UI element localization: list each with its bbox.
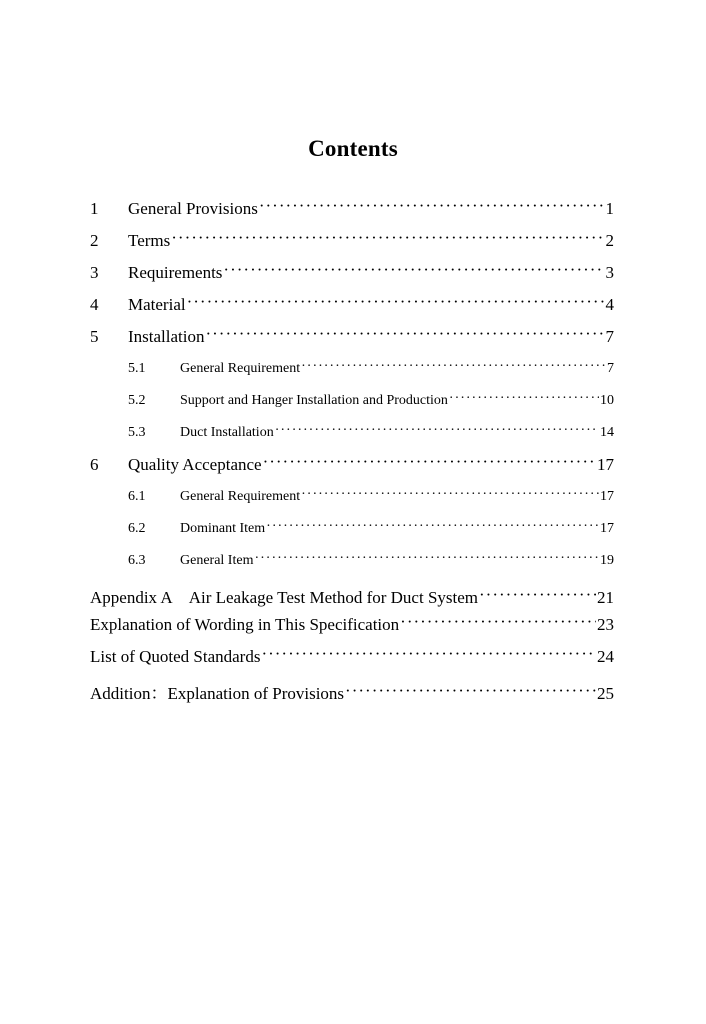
- toc-entry-page: 17: [600, 521, 614, 536]
- toc-appendix-entry[interactable]: [90, 615, 614, 635]
- toc-dot-leader: [301, 487, 599, 503]
- toc-dot-leader: [259, 196, 605, 216]
- toc-entry-page: 10: [600, 393, 614, 408]
- toc-entry-page: 1: [605, 199, 614, 218]
- toc-entry-label: Explanation of Wording in This Specification: [90, 615, 400, 634]
- toc-entry-page: 3: [605, 263, 614, 282]
- toc-entry-number: 2: [90, 231, 99, 250]
- toc-entry-page: 17: [597, 455, 614, 474]
- toc-dot-leader: [345, 681, 596, 701]
- toc-subentry[interactable]: [128, 521, 614, 537]
- toc-entry-number: 5: [90, 327, 99, 346]
- toc-entry-page: 24: [597, 647, 614, 666]
- toc-entry[interactable]: [90, 199, 614, 219]
- toc-entry-label: Support and Hanger Installation and Production: [180, 393, 448, 408]
- toc-entry-label: Duct Installation: [180, 425, 274, 440]
- toc-entry-number: 3: [90, 263, 99, 282]
- toc-entry[interactable]: [90, 295, 614, 315]
- toc-entry-label: General Requirement: [180, 489, 301, 504]
- toc-entry-label: General Requirement: [180, 361, 301, 376]
- toc-entry-page: 2: [605, 231, 614, 250]
- toc-entry-number: 6.1: [128, 489, 146, 504]
- toc-entry-number: 6.2: [128, 521, 146, 536]
- toc-entry-page: 23: [597, 615, 614, 634]
- toc-dot-leader: [400, 612, 596, 632]
- toc-appendix-entry[interactable]: [90, 647, 614, 667]
- toc-entry[interactable]: [90, 455, 614, 475]
- toc-entry-label: General Provisions: [128, 199, 258, 218]
- toc-subentry[interactable]: [128, 393, 614, 409]
- toc-entry-label: Requirements: [128, 263, 223, 282]
- toc-dot-leader: [479, 585, 596, 605]
- toc-entry[interactable]: [90, 327, 614, 347]
- toc-entry[interactable]: [90, 231, 614, 251]
- toc-entry-number: 6: [90, 455, 99, 474]
- toc-entry-label: Dominant Item: [180, 521, 266, 536]
- toc-entry-page: 4: [605, 295, 614, 314]
- toc-entry-page: 19: [600, 553, 614, 568]
- toc-entry-number: 5.2: [128, 393, 146, 408]
- toc-entry-page: 7: [605, 327, 614, 346]
- toc-subentry[interactable]: [128, 425, 614, 441]
- toc-entry-page: 14: [600, 425, 614, 440]
- toc-entry-number: 4: [90, 295, 99, 314]
- toc-entry-label: Quality Acceptance: [128, 455, 262, 474]
- page-title: Contents: [308, 136, 398, 161]
- toc-dot-leader: [171, 228, 604, 248]
- toc-entry-number: 5.3: [128, 425, 146, 440]
- toc-dot-leader: [263, 452, 596, 472]
- toc-dot-leader: [301, 359, 606, 375]
- toc-entry-label: Terms: [128, 231, 171, 250]
- toc-entry-number: 6.3: [128, 553, 146, 568]
- toc-dot-leader: [187, 292, 605, 312]
- toc-entry-label: General Item: [180, 553, 254, 568]
- toc-dot-leader: [223, 260, 604, 280]
- toc-dot-leader: [266, 519, 599, 535]
- toc-subentry[interactable]: [128, 361, 614, 377]
- toc-dot-leader: [254, 551, 599, 567]
- toc-entry-page: 21: [597, 588, 614, 607]
- toc-entry-label: Appendix A Air Leakage Test Method for Duct System: [90, 588, 479, 607]
- toc-subentry[interactable]: [128, 553, 614, 569]
- toc-entry-label: Material: [128, 295, 186, 314]
- toc-appendix-entry[interactable]: [90, 583, 614, 608]
- toc-entry-number: 1: [90, 199, 99, 218]
- toc-dot-leader: [261, 644, 596, 664]
- toc-dot-leader: [205, 324, 604, 344]
- toc-entry-label: Installation: [128, 327, 205, 346]
- toc-entry[interactable]: [90, 263, 614, 283]
- toc-entry-page: 17: [600, 489, 614, 504]
- toc-subentry[interactable]: [128, 489, 614, 505]
- toc-dot-leader: [449, 391, 599, 407]
- toc-entry-page: 7: [607, 361, 614, 376]
- toc-entry-label: Addition：Explanation of Provisions: [90, 684, 345, 703]
- toc-appendix-entry[interactable]: [90, 679, 614, 704]
- toc-dot-leader: [275, 423, 599, 439]
- toc-entry-number: 5.1: [128, 361, 146, 376]
- toc-entry-page: 25: [597, 684, 614, 703]
- toc-entry-label: List of Quoted Standards: [90, 647, 261, 666]
